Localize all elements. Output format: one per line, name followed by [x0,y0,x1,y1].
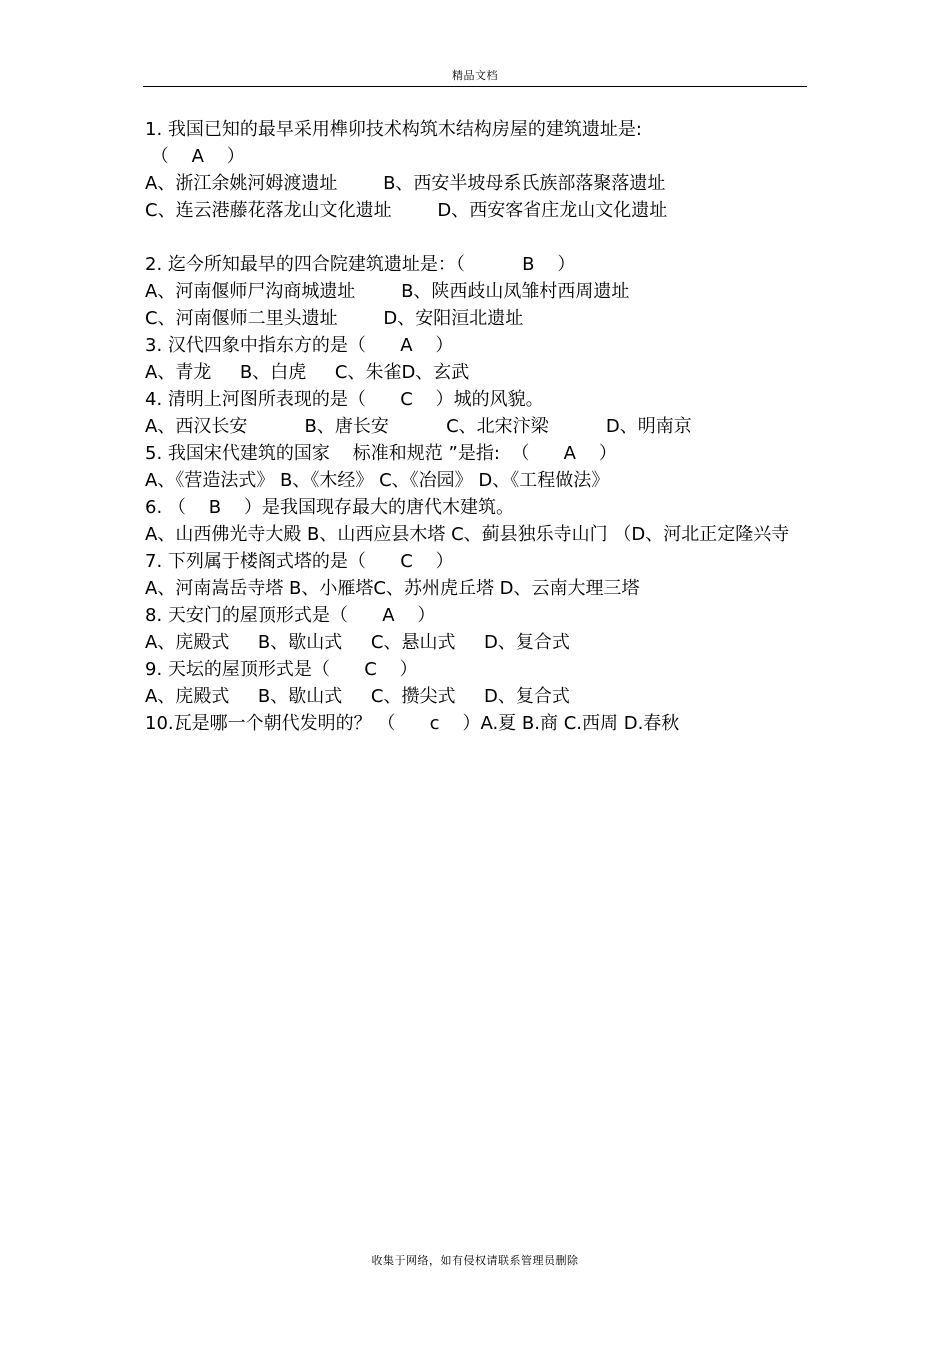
header-divider [143,86,807,87]
q1-answer: （ A ） [145,146,245,167]
q9-options: A、庑殿式 B、歇山式 C、攒尖式 D、复合式 [145,686,570,707]
q8-options: A、庑殿式 B、歇山式 C、悬山式 D、复合式 [145,632,570,653]
q2-options-ab: A、河南偃师尸沟商城遗址 B、陕西歧山凤雏村西周遗址 [145,281,630,302]
q1-options-cd: C、连云港藤花落龙山文化遗址 D、西安客省庄龙山文化遗址 [145,200,668,221]
q7-options: A、河南嵩岳寺塔 B、小雁塔C、苏州虎丘塔 D、云南大理三塔 [145,578,640,599]
q5-options: A、《营造法式》 B、《木经》 C、《冶园》 D、《工程做法》 [145,470,610,491]
q1-stem: 1. 我国已知的最早采用榫卯技术构筑木结构房屋的建筑遗址是: [145,119,642,140]
q4-options: A、西汉长安 B、唐长安 C、北宋汴梁 D、明南京 [145,416,692,437]
q6-options: A、山西佛光寺大殿 B、山西应县木塔 C、蓟县独乐寺山门 （D、河北正定隆兴寺 [145,524,790,545]
page-header: 精品文档 [452,69,498,82]
q7-stem: 7. 下列属于楼阁式塔的是（ C ） [145,551,454,572]
q2-options-cd: C、河南偃师二里头遗址 D、安阳洹北遗址 [145,308,524,329]
q9-stem: 9. 天坛的屋顶形式是（ C ） [145,659,418,680]
q6-stem: 6. （ B ）是我国现存最大的唐代木建筑。 [145,497,515,518]
q8-stem: 8. 天安门的屋顶形式是（ A ） [145,605,436,626]
q10-stem-and-options: 10.瓦是哪一个朝代发明的？ （ c ）A.夏 B.商 C.西周 D.春秋 [145,713,680,734]
document-body [145,116,795,737]
q4-stem: 4. 清明上河图所表现的是（ C ）城的风貌。 [145,389,544,410]
q5-stem: 5. 我国宋代建筑的国家 标准和规范 ”是指: （ A ） [145,443,617,464]
blank-line [145,224,795,251]
q1-options-ab: A、浙江余姚河姆渡遗址 B、西安半坡母系氏族部落聚落遗址 [145,173,666,194]
page-footer: 收集于网络，如有侵权请联系管理员删除 [371,1254,579,1267]
q2-stem: 2. 迄今所知最早的四合院建筑遗址是：（ B ） [145,254,576,275]
q3-stem: 3. 汉代四象中指东方的是（ A ） [145,335,454,356]
q3-options: A、青龙 B、白虎 C、朱雀D、玄武 [145,362,470,383]
